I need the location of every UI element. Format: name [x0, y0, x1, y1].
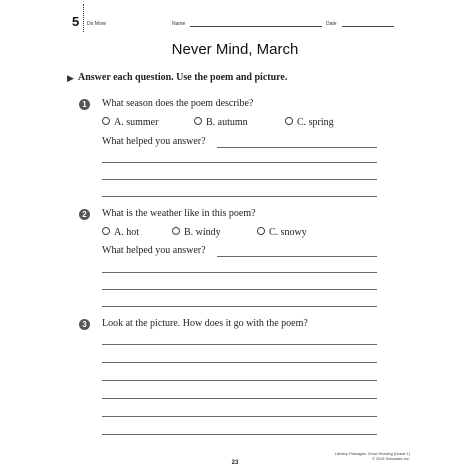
- question-1-number: 1: [79, 99, 90, 110]
- footer-credit: Literacy Passages: Close Reading (Grade 1) © 2018 Scholastic Inc.: [334, 452, 410, 461]
- worksheet-header: [72, 16, 394, 32]
- radio-circle-icon[interactable]: [257, 227, 265, 235]
- page-title: Never Mind, March: [171, 41, 299, 58]
- answer-line[interactable]: [102, 272, 377, 273]
- name-label: Name: [172, 21, 186, 27]
- answer-line[interactable]: [102, 162, 377, 163]
- radio-circle-icon[interactable]: [285, 117, 293, 125]
- question-3-number: 3: [79, 319, 90, 330]
- question-1-option-a[interactable]: A. summer: [102, 117, 158, 128]
- question-1-helped-prompt: What helped you answer?: [102, 136, 206, 147]
- answer-line[interactable]: [102, 398, 377, 399]
- question-2-number: 2: [79, 209, 90, 220]
- question-2-helped-prompt: What helped you answer?: [102, 245, 206, 256]
- answer-line[interactable]: [102, 362, 377, 363]
- question-2-helped-line[interactable]: [217, 256, 377, 257]
- answer-line[interactable]: [102, 344, 377, 345]
- answer-line[interactable]: [102, 416, 377, 417]
- instruction-text: Answer each question. Use the poem and picture.: [78, 72, 288, 83]
- answer-line[interactable]: [102, 306, 377, 307]
- question-2-option-b[interactable]: B. windy: [172, 227, 221, 238]
- question-2-option-a[interactable]: A. hot: [102, 227, 139, 238]
- answer-line[interactable]: [102, 179, 377, 180]
- question-2-text: What is the weather like in this poem?: [102, 208, 256, 219]
- answer-line[interactable]: [102, 380, 377, 381]
- question-1-option-c[interactable]: C. spring: [285, 117, 334, 128]
- question-3-text: Look at the picture. How does it go with the poem?: [102, 318, 308, 329]
- question-1-text: What season does the poem describe?: [102, 98, 254, 109]
- header-divider: [83, 4, 84, 32]
- question-1-option-b[interactable]: B. autumn: [194, 117, 248, 128]
- answer-line[interactable]: [102, 434, 377, 435]
- date-line[interactable]: [342, 26, 394, 27]
- radio-circle-icon[interactable]: [194, 117, 202, 125]
- question-1-helped-line[interactable]: [217, 147, 377, 148]
- date-label: Date: [326, 21, 337, 27]
- day-number: 5: [72, 14, 80, 29]
- answer-line[interactable]: [102, 196, 377, 197]
- radio-circle-icon[interactable]: [102, 227, 110, 235]
- answer-line[interactable]: [102, 289, 377, 290]
- question-2-option-c[interactable]: C. snowy: [257, 227, 307, 238]
- page-number: 23: [231, 460, 239, 466]
- name-line[interactable]: [190, 26, 322, 27]
- triangle-bullet-icon: ▶: [67, 73, 74, 83]
- radio-circle-icon[interactable]: [172, 227, 180, 235]
- radio-circle-icon[interactable]: [102, 117, 110, 125]
- section-label: Do More: [87, 21, 107, 27]
